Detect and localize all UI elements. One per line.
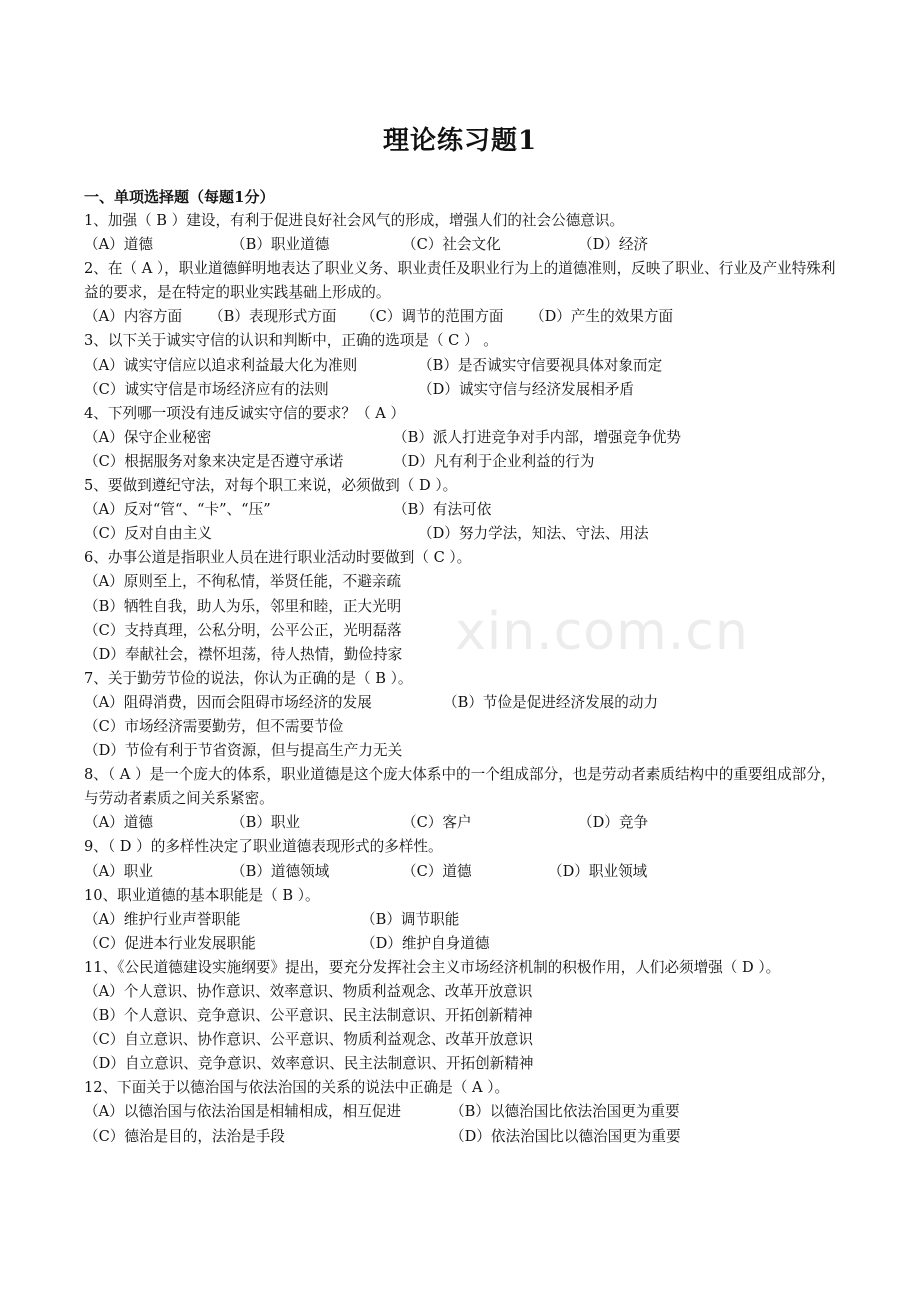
option-a: （A）以德治国与依法治国是相辅相成，相互促进 [84,1103,402,1121]
option-b: （B）职业 [231,814,301,832]
question-11-option-c [84,1028,840,1052]
question-12-options-row2 [84,1125,840,1149]
question-2-options [84,305,840,329]
question-8-options [84,811,840,835]
option-a: （A）保守企业秘密 [84,428,212,446]
question-12-stem: 12、下面关于以德治国与依法治国的关系的说法中正确是（ A ）。 [84,1079,510,1097]
question-8-stem: 8、（ A ）是一个庞大的体系，职业道德是这个庞大体系中的一个组成部分，也是劳动者素质结构中的重要组成部分，与劳动者素质之间关系紧密。 [84,766,836,808]
question-6-option-c [84,619,840,643]
option-a: （A）内容方面 [84,308,183,326]
question-6-option-d [84,643,840,667]
question-3-options-row1 [84,354,840,378]
option-d: （D）维护自身道德 [361,934,490,952]
option-a: （A）道德 [84,814,153,832]
option-a: （A）维护行业声誉职能 [84,910,241,928]
question-9-options [84,860,840,884]
option-d: （D）经济 [578,236,649,254]
question-4-options-row1 [84,426,840,450]
option-c: （C）德治是目的，法治是手段 [84,1127,285,1145]
question-11-option-a [84,980,840,1004]
question-1-options [84,233,840,257]
question-11-stem: 11、《公民道德建设实施纲要》提出，要充分发挥社会主义市场经济机制的积极作用，人们必须增强（ D ）。 [84,958,781,976]
option-a: （A）职业 [84,862,153,880]
option-d: （D）产生的效果方面 [530,308,674,326]
question-4-options-row2 [84,450,840,474]
option-b: （B）职业道德 [231,236,330,254]
question-1-stem: 1、加强（ B ）建设，有利于促进良好社会风气的形成，增强人们的社会公德意识。 [84,212,625,229]
option-b: （B）表现形式方面 [209,308,337,326]
watermark-text: xin.com.cn [455,602,749,662]
question-10-options-row2 [84,932,840,956]
option-d: （D）凡有利于企业利益的行为 [393,452,595,470]
option-a: （A）反对“管“、“卡”、“压” [84,501,271,519]
option-b: （B）调节职能 [361,910,460,928]
option-d: （D）自立意识、竞争意识、效率意识、民主法制意识、开拓创新精神 [84,1055,534,1073]
option-b: （B）道德领域 [231,862,330,880]
question-7-option-d [84,739,840,763]
option-a: （A）个人意识、协作意识、效率意识、物质利益观念、改革开放意识 [84,983,533,1000]
option-c: （C）根据服务对象来决定是否遵守承诺 [84,452,344,470]
option-b: （B）节俭是促进经济发展的动力 [443,693,659,711]
option-c: （C）自立意识、协作意识、公平意识、物质利益观念、改革开放意识 [84,1031,533,1049]
option-c: （C）调节的范围方面 [361,308,504,326]
question-7-stem: 7、关于勤劳节俭的说法，你认为正确的是（ B ）。 [84,669,413,687]
option-c: （C）市场经济需要勤劳，但不需要节俭 [84,717,344,735]
question-9-stem: 9、（ D ）的多样性决定了职业道德表现形式的多样性。 [84,838,443,856]
option-c: （C）支持真理，公私分明，公平公正，光明磊落 [84,621,402,639]
question-5-options-row2 [84,522,840,546]
question-11-option-b [84,1004,840,1028]
option-b: （B）派人打进竞争对手内部，增强竞争优势 [393,428,682,446]
option-d: （D）诚实守信与经济发展相矛盾 [418,380,635,398]
option-d: （D）依法治国比以德治国更为重要 [450,1127,681,1145]
option-d: （D）努力学法，知法、守法、用法 [418,525,649,543]
question-6-option-b [84,595,840,619]
question-12-options-row1 [84,1100,840,1124]
question-5-stem: 5、要做到遵纪守法，对每个职工来说，必须做到（ D ）。 [84,477,458,495]
question-5-options-row1 [84,498,840,522]
option-d: （D）奉献社会，襟怀坦荡，待人热情，勤俭持家 [84,645,403,663]
option-c: （C）诚实守信是市场经济应有的法则 [84,380,329,398]
option-d: （D）节俭有利于节省资源，但与提高生产力无关 [84,742,403,760]
option-a: （A）原则至上，不徇私情，举贤任能，不避亲疏 [84,573,402,591]
option-d: （D）职业领域 [548,862,648,880]
page-title: 理论练习题1 [382,126,538,156]
question-11-option-d [84,1052,840,1076]
question-10-options-row1 [84,908,840,932]
question-6-stem: 6、办事公道是指职业人员在进行职业活动时要做到（ C ）。 [84,549,472,567]
question-list [84,209,840,1149]
option-c: （C）反对自由主义 [84,525,212,543]
question-6-option-a [84,570,840,594]
question-7-option-c [84,715,840,739]
option-b: （B）以德治国比依法治国更为重要 [450,1103,680,1121]
option-b: （B）有法可依 [393,501,492,519]
question-2-stem: 2、在（ A ），职业道德鲜明地表达了职业义务、职业责任及职业行为上的道德准则，反映了职业、行业及产业特殊利益的要求，是在特定的职业实践基础上形成的。 [84,260,836,302]
option-c: （C）客户 [402,814,472,832]
option-b: （B）牺牲自我，助人为乐，邻里和睦，正大光明 [84,597,402,615]
option-a: （A）道德 [84,236,153,254]
option-a: （A）阻碍消费，因而会阻碍市场经济的发展 [84,693,372,711]
question-3-stem: 3、以下关于诚实守信的认识和判断中，正确的选项是（ C ） 。 [84,332,498,350]
option-a: （A）诚实守信应以追求利益最大化为准则 [84,356,358,374]
option-c: （C）促进本行业发展职能 [84,934,256,952]
option-b: （B）个人意识、竞争意识、公平意识、民主法制意识、开拓创新精神 [84,1007,533,1025]
question-4-stem: 4、下列哪一项没有违反诚实守信的要求？（ A ） [84,404,405,422]
option-d: （D）竞争 [578,814,649,832]
question-10-stem: 10、职业道德的基本职能是（ B ）。 [84,886,320,904]
option-b: （B）是否诚实守信要视具体对象而定 [418,356,663,374]
question-3-options-row2 [84,378,840,402]
question-7-options-row1 [84,691,840,715]
section-heading: 一、单项选择题（每题1分） [84,188,275,206]
option-c: （C）社会文化 [402,236,501,254]
option-c: （C）道德 [402,862,472,880]
